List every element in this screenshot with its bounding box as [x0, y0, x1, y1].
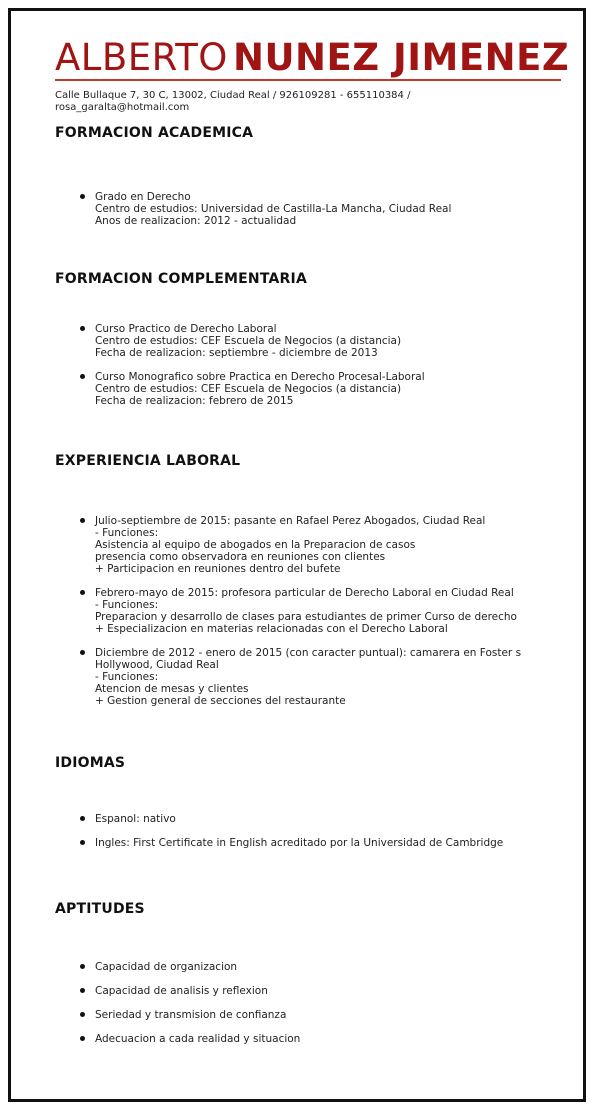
section-title: APTITUDES [55, 901, 145, 917]
item-line: Diciembre de 2012 - enero de 2015 (con caracter puntual): camarera en Foster s [95, 647, 522, 659]
section-title: FORMACION ACADEMICA [55, 125, 254, 141]
contact-info [55, 90, 435, 114]
section-education [55, 125, 555, 227]
list-item [95, 813, 555, 825]
section-title: IDIOMAS [55, 755, 126, 771]
list-item [95, 1033, 555, 1045]
item-line: + Gestion general de secciones del restaurante [95, 695, 346, 707]
item-line: Centro de estudios: Universidad de Castilla-La Mancha, Ciudad Real [95, 203, 452, 215]
list-item [95, 191, 555, 227]
list-item [95, 587, 555, 635]
experience-list [95, 515, 555, 719]
last-name: NUNEZ JIMENEZ [233, 36, 570, 79]
list-item [95, 985, 555, 997]
item-line: Anos de realizacion: 2012 - actualidad [95, 215, 297, 227]
list-item [95, 647, 555, 707]
bullet-icon [80, 650, 85, 655]
item-line: Fecha de realizacion: febrero de 2015 [95, 395, 294, 407]
section-complementary [55, 271, 555, 407]
bullet-icon [80, 1012, 85, 1017]
item-line: Centro de estudios: CEF Escuela de Negocios (a distancia) [95, 383, 402, 395]
section-experience [55, 453, 555, 707]
resume-page [8, 8, 586, 1102]
item-line: Curso Monografico sobre Practica en Derecho Procesal-Laboral [95, 371, 425, 383]
complementary-list [95, 323, 555, 419]
item-line: Capacidad de organizacion [95, 961, 238, 973]
item-line: Espanol: nativo [95, 813, 176, 825]
item-line: Julio-septiembre de 2015: pasante en Rafael Perez Abogados, Ciudad Real [95, 515, 486, 527]
item-line: - Funciones: [95, 527, 159, 539]
bullet-icon [80, 964, 85, 969]
item-line: Atencion de mesas y clientes [95, 683, 249, 695]
section-skills [55, 901, 555, 1045]
bullet-icon [80, 1036, 85, 1041]
section-languages [55, 755, 555, 849]
section-title: EXPERIENCIA LABORAL [55, 453, 241, 469]
item-line: + Especializacion en materias relacionadas con el Derecho Laboral [95, 623, 448, 635]
item-line: Fecha de realizacion: septiembre - diciembre de 2013 [95, 347, 378, 359]
item-line: Capacidad de analisis y reflexion [95, 985, 268, 997]
languages-list [95, 813, 555, 861]
bullet-icon [80, 988, 85, 993]
list-item [95, 371, 555, 407]
list-item [95, 515, 555, 575]
item-line: - Funciones: [95, 599, 159, 611]
bullet-icon [80, 374, 85, 379]
item-line: Seriedad y transmision de confianza [95, 1009, 287, 1021]
first-name: ALBERTO [55, 36, 228, 79]
section-title: FORMACION COMPLEMENTARIA [55, 271, 307, 287]
item-line: - Funciones: [95, 671, 159, 683]
item-line: + Participacion en reuniones dentro del bufete [95, 563, 341, 575]
email-address: rosa_garalta@hotmail.com [55, 102, 190, 113]
list-item [95, 837, 555, 849]
list-item [95, 1009, 555, 1021]
bullet-icon [80, 194, 85, 199]
bullet-icon [80, 326, 85, 331]
education-list [95, 191, 555, 239]
item-line: Centro de estudios: CEF Escuela de Negocios (a distancia) [95, 335, 402, 347]
bullet-icon [80, 518, 85, 523]
contact-line: Calle Bullaque 7, 30 C, 13002, Ciudad Real / 926109281 - 655110384 / [55, 90, 411, 101]
bullet-icon [80, 816, 85, 821]
item-line: Asistencia al equipo de abogados en la Preparacion de casos [95, 539, 416, 551]
item-line: Febrero-mayo de 2015: profesora particular de Derecho Laboral en Ciudad Real [95, 587, 514, 599]
item-line: Preparacion y desarrollo de clases para estudiantes de primer Curso de derecho [95, 611, 517, 623]
item-line: Hollywood, Ciudad Real [95, 659, 219, 671]
bullet-icon [80, 590, 85, 595]
list-item [95, 323, 555, 359]
item-line: Adecuacion a cada realidad y situacion [95, 1033, 301, 1045]
item-line: Grado en Derecho [95, 191, 191, 203]
candidate-name [55, 36, 570, 81]
list-item [95, 961, 555, 973]
item-line: Ingles: First Certificate in English acreditado por la Universidad de Cambridge [95, 837, 504, 849]
item-line: presencia como observadora en reuniones con clientes [95, 551, 386, 563]
skills-list [95, 961, 555, 1057]
bullet-icon [80, 840, 85, 845]
item-line: Curso Practico de Derecho Laboral [95, 323, 277, 335]
